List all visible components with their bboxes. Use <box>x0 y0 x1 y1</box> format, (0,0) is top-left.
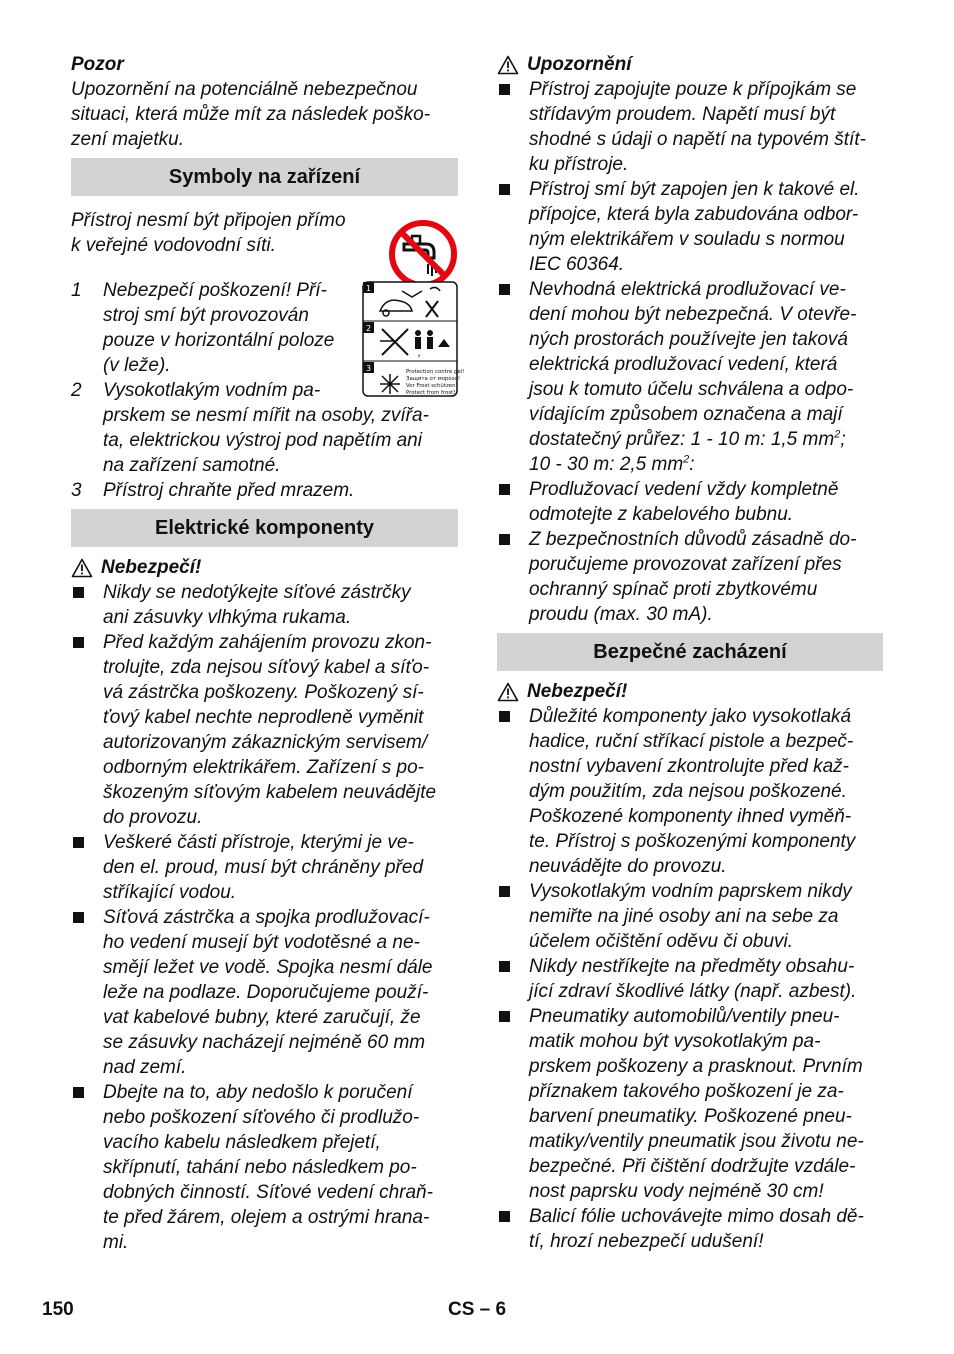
panel-label: 3 <box>366 364 372 373</box>
item-line: trolujte, zda nejsou síťový kabel a síťo- <box>103 657 430 678</box>
item-line: přípojce, která byla zabudována odbor- <box>529 204 859 225</box>
item-line: ným elektrikářem v souladu s normou <box>529 229 845 250</box>
list-item <box>497 954 883 1004</box>
item-line: shodné s údaji o napětí na typovém štít- <box>529 129 866 150</box>
item-line: Vysokotlakým vodním pa- <box>103 380 321 401</box>
symbols-intro-line: k veřejné vodovodní síti. <box>71 235 276 256</box>
item-line: matiky/ventily pneumatik jsou životu ne- <box>529 1131 864 1152</box>
bullet-icon <box>71 580 103 630</box>
symbol-list <box>71 278 465 503</box>
item-line: vat kabelové bubny, které zaručují, že <box>103 1007 421 1028</box>
electric-heading: Elektrické komponenty <box>71 509 458 547</box>
item-line: Nebezpečí poškození! Pří- <box>103 280 327 301</box>
page-number: 150 <box>42 1299 74 1320</box>
item-line: Přístroj zapojujte pouze k přípojkám se <box>529 79 857 100</box>
item-line: příznakem takového poškození je za- <box>529 1081 844 1102</box>
panel-label: 2 <box>366 324 372 333</box>
item-line: Přístroj smí být zapojen jen k takové el. <box>529 179 860 200</box>
item-line: se zásuvky nacházejí nejméně 60 mm <box>103 1032 426 1053</box>
bullet-icon <box>497 527 529 627</box>
list-item <box>497 77 883 177</box>
pozor-line: zení majetku. <box>71 129 184 150</box>
device-symbols-panel-icon <box>362 281 465 397</box>
item-line: den el. proud, musí být chráněny před <box>103 857 424 878</box>
left-column <box>71 52 465 1255</box>
bullet-icon <box>71 1080 103 1255</box>
danger-title: Nebezpečí! <box>527 681 628 702</box>
symbols-intro-line: Přístroj nesmí být připojen přímo <box>71 210 346 231</box>
list-item <box>497 477 883 527</box>
item-line: nad zemí. <box>103 1057 187 1078</box>
list-item <box>71 905 458 1080</box>
symbols-heading: Symboly na zařízení <box>71 158 458 196</box>
list-item <box>497 879 883 954</box>
item-line: dobných činností. Síťové vedení chraň- <box>103 1182 433 1203</box>
item-line: prskem poškozeny a prasknout. Prvním <box>529 1056 863 1077</box>
item-line: Přístroj chraňte před mrazem. <box>103 480 355 501</box>
bullet-icon <box>497 77 529 177</box>
item-line: Balicí fólie uchovávejte mimo dosah dě- <box>529 1206 864 1227</box>
list-item <box>497 1204 883 1254</box>
item-line: smějí ležet ve vodě. Spojka nesmí dále <box>103 957 433 978</box>
bullet-icon <box>497 1004 529 1204</box>
bullet-icon <box>497 704 529 879</box>
frost-text: Protection contre gel! <box>406 369 465 375</box>
item-number: 1 <box>71 280 82 301</box>
item-line: dým použitím, zda nejsou poškozené. <box>529 781 847 802</box>
item-line: prskem se nesmí mířit na osoby, zvíř​a- <box>103 405 429 426</box>
item-line: Síťová zástrčka a spojka prodlužovací- <box>103 907 430 928</box>
item-line: odmotejte z kabelového bubnu. <box>529 504 794 525</box>
cross-section-line <box>529 452 883 477</box>
item-line: nebo poškození síťového či prodlužo- <box>103 1107 420 1128</box>
bullet-icon <box>497 177 529 277</box>
item-line: stříkající vodou. <box>103 882 237 903</box>
item-line: tí, hrozí nebezpečí udušení! <box>529 1231 764 1252</box>
bullet-icon <box>497 477 529 527</box>
item-line: škozeným síťovým kabelem neuvádějte <box>103 782 437 803</box>
list-item <box>497 277 883 477</box>
item-line: Nikdy se nedotýkejte síťové zástrčky <box>103 582 411 603</box>
pozor-line: situaci, která může mít za následek poško- <box>71 104 431 125</box>
item-line: ani zásuvky vlhkýma rukama. <box>103 607 352 628</box>
item-line: Prodlužovací vedení vždy kompletně <box>529 479 839 500</box>
cross-section-line <box>529 427 883 452</box>
symbol-item <box>71 478 458 503</box>
item-line: autorizovaným zákaznickým servisem/ <box>103 732 428 753</box>
danger-warning <box>497 679 883 704</box>
item-line: Veškeré části přístroje, kterými je ve- <box>103 832 414 853</box>
item-line: na zařízení samotné. <box>103 455 281 476</box>
bullet-icon <box>497 954 529 1004</box>
list-item <box>497 1004 883 1204</box>
item-line: střídavým proudem. Napětí musí být <box>529 104 836 125</box>
separator: : <box>689 454 695 475</box>
warning-title: Upozornění <box>527 54 632 75</box>
list-item <box>71 630 458 830</box>
warning-triangle-icon <box>497 682 519 702</box>
safe-handling-heading: Bezpečné zacházení <box>497 633 883 671</box>
warning-triangle-icon <box>497 55 519 75</box>
danger-title: Nebezpečí! <box>101 557 202 578</box>
item-line: Před každým zahájením provozu zkon- <box>103 632 432 653</box>
item-line: (v leže). <box>103 355 171 376</box>
item-line: ku přístroje. <box>529 154 629 175</box>
item-line: stroj smí být provozován <box>103 305 309 326</box>
item-line: Nikdy nestříkejte na předměty obsahu- <box>529 956 855 977</box>
danger-warning <box>71 555 458 580</box>
item-line: vídajícím způsobem označena a mají <box>529 404 843 425</box>
bullet-icon <box>497 277 529 477</box>
item-line: skřípnutí, tahání nebo následkem po- <box>103 1157 417 1178</box>
item-line: te před žárem, olejem a ostrými hrana- <box>103 1207 430 1228</box>
item-line: ochranný spínač proti zbytkovému <box>529 579 818 600</box>
item-line: Vysokotlakým vodním paprskem nikdy <box>529 881 852 902</box>
bullet-icon <box>71 830 103 905</box>
item-line: matik mohou být vysokotlakým pa- <box>529 1031 821 1052</box>
item-line: ho vedení musejí být vodotěsné a ne- <box>103 932 420 953</box>
item-line: ných prostorách používejte jen taková <box>529 329 848 350</box>
bullet-icon <box>497 879 529 954</box>
item-line: leže na podlaze. Doporučujeme použí- <box>103 982 429 1003</box>
item-line: nostní vybavení zkontrolujte před kaž- <box>529 756 850 777</box>
frost-text: Vor Frost schützen! <box>406 383 458 389</box>
svg-text:⚡: ⚡ <box>417 353 422 360</box>
item-line: mi. <box>103 1232 129 1253</box>
item-line: proudu (max. 30 mA). <box>529 604 713 625</box>
frost-text: Защита от мороза! <box>406 376 461 382</box>
item-line: nemiřte na jiné osoby ani na sebe za <box>529 906 839 927</box>
item-line: Dbejte na to, aby nedošlo k poručení <box>103 1082 413 1103</box>
item-line: nost paprsku vody nejméně 30 cm! <box>529 1181 824 1202</box>
list-item <box>71 830 458 905</box>
item-line: vá zástrčka poškozeny. Poškozený sí- <box>103 682 424 703</box>
caution-warning <box>497 52 883 77</box>
item-line: neuvádějte do provozu. <box>529 856 727 877</box>
item-line: vacího kabelu následkem přejetí, <box>103 1132 381 1153</box>
separator: ; <box>840 429 846 450</box>
panel-label: 1 <box>366 284 372 293</box>
list-item <box>71 1080 458 1255</box>
item-line: účelem očištění oděvu či obuvi. <box>529 931 794 952</box>
item-line: ta, elektrickou výstroj pod napětím ani <box>103 430 422 451</box>
item-line: odborným elektrikářem. Zařízení s po- <box>103 757 425 778</box>
frost-text: Protect from frost! <box>406 390 456 396</box>
item-number: 3 <box>71 480 82 501</box>
item-line: ťový kabel nechte neprodleně vyměnit <box>103 707 424 728</box>
item-line: Poškozené komponenty ihned vyměň- <box>529 806 852 827</box>
list-item <box>71 580 458 630</box>
item-line: Z bezpečnostních důvodů zásadně do- <box>529 529 857 550</box>
item-line: elektrická prodlužovací vedení, která <box>529 354 838 375</box>
item-line: poručujeme provozovat zařízení přes <box>529 554 842 575</box>
item-line: pouze v horizontální poloze <box>103 330 335 351</box>
item-line: te. Přístroj s poškozenými komponenty <box>529 831 856 852</box>
bullet-icon <box>497 1204 529 1254</box>
bullet-icon <box>71 905 103 1080</box>
list-item <box>497 704 883 879</box>
right-column <box>497 52 883 1254</box>
item-line: do provozu. <box>103 807 203 828</box>
list-item <box>497 527 883 627</box>
warning-triangle-icon <box>71 558 93 578</box>
language-page-label: CS – 6 <box>448 1299 507 1320</box>
symbols-intro <box>71 208 458 266</box>
item-line: Pneumatiky automobilů/ventily pneu- <box>529 1006 840 1027</box>
bullet-icon <box>71 630 103 830</box>
item-line: dení mohou být nebezpečná. V otevře- <box>529 304 857 325</box>
item-line: jící zdraví škodlivé látky (např. azbest). <box>529 981 857 1002</box>
cross-section-text: 10 - 30 m: 2,5 mm <box>529 454 684 475</box>
item-line: Nevhodná elektrická prodlužovací ve- <box>529 279 846 300</box>
pozor-title: Pozor <box>71 54 124 75</box>
item-line: hadice, ruční stříkací pistole a bezpeč- <box>529 731 854 752</box>
item-line: IEC 60364. <box>529 254 625 275</box>
superscript: 2 <box>834 428 841 441</box>
item-line: bezpečné. Při čištění dodržujte vzdále- <box>529 1156 856 1177</box>
list-item <box>497 177 883 277</box>
item-line: barvení pneumatiky. Poškozené pneu- <box>529 1106 852 1127</box>
item-line: Důležité komponenty jako vysokotlaká <box>529 706 852 727</box>
superscript: 2 <box>683 453 690 466</box>
pozor-text <box>71 77 458 152</box>
cross-section-text: dostatečný průřez: 1 - 10 m: 1,5 mm <box>529 429 835 450</box>
pozor-line: Upozornění na potenciálně nebezpečnou <box>71 79 418 100</box>
item-line: jsou k tomuto účelu schválena a odpo- <box>529 379 854 400</box>
item-number: 2 <box>71 380 82 401</box>
